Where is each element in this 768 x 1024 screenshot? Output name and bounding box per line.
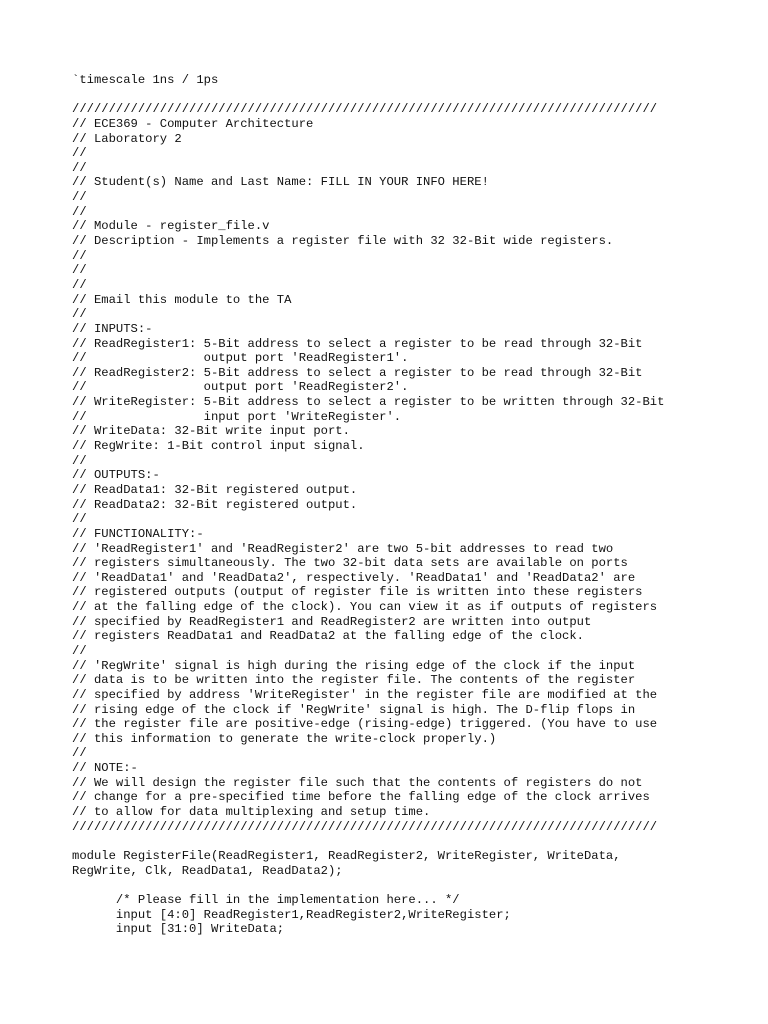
code-line: // (72, 512, 87, 527)
code-line (72, 88, 664, 103)
code-line: // 'ReadRegister1' and 'ReadRegister2' are two 5-bit addresses to read two (72, 541, 614, 556)
code-line: // (72, 643, 87, 658)
code-line: // output port 'ReadRegister1'. (72, 351, 409, 366)
code-line: // 'ReadData1' and 'ReadData2', respectively. 'ReadData1' and 'ReadData2' are (72, 570, 636, 585)
code-line: // (72, 277, 87, 292)
code-line: RegWrite, Clk, ReadData1, ReadData2); (72, 863, 343, 878)
code-line: // (72, 248, 87, 263)
code-line: // input port 'WriteRegister'. (72, 409, 402, 424)
code-line: // ReadData2: 32-Bit registered output. (72, 497, 358, 512)
code-line: // Description - Implements a register file with 32 32-Bit wide registers. (72, 234, 614, 249)
code-line: // Module - register_file.v (72, 219, 270, 234)
code-line: // ReadRegister1: 5-Bit address to select a register to be read through 32-Bit (72, 336, 643, 351)
code-line: // ECE369 - Computer Architecture (72, 116, 314, 131)
code-line: // rising edge of the clock if 'RegWrite' signal is high. The D-flip flops in (72, 702, 636, 717)
code-line: input [4:0] ReadRegister1,ReadRegister2,WriteRegister; (72, 907, 511, 922)
code-line: // WriteData: 32-Bit write input port. (72, 424, 350, 439)
code-line: // change for a pre-specified time before the falling edge of the clock arrives (72, 790, 650, 805)
code-line: //////////////////////////////////////////////////////////////////////////////// (72, 102, 658, 117)
code-line: // We will design the register file such that the contents of registers do not (72, 775, 643, 790)
code-line: module RegisterFile(ReadRegister1, ReadRegister2, WriteRegister, WriteData, (72, 848, 621, 863)
code-line: input [31:0] WriteData; (72, 922, 285, 937)
code-line: // WriteRegister: 5-Bit address to select a register to be written through 32-Bit (72, 395, 665, 410)
code-line: // Email this module to the TA (72, 292, 292, 307)
code-line: // Laboratory 2 (72, 131, 182, 146)
code-line: // (72, 146, 87, 161)
code-line: // (72, 746, 87, 761)
code-line: // to allow for data multiplexing and setup time. (72, 805, 431, 820)
code-line: // specified by ReadRegister1 and ReadRegister2 are written into output (72, 614, 592, 629)
code-line: // at the falling edge of the clock). You can view it as if outputs of registers (72, 600, 658, 615)
code-line: // (72, 453, 87, 468)
code-line: // registered outputs (output of register file is written into these registers (72, 585, 643, 600)
code-line: // specified by address 'WriteRegister' in the register file are modified at the (72, 687, 658, 702)
code-line: // registers simultaneously. The two 32-bit data sets are available on ports (72, 556, 628, 571)
code-line: // data is to be written into the register file. The contents of the register (72, 673, 636, 688)
code-line: // ReadData1: 32-Bit registered output. (72, 482, 358, 497)
code-line: // (72, 160, 87, 175)
code-line: // output port 'ReadRegister2'. (72, 380, 409, 395)
code-line: // Student(s) Name and Last Name: FILL IN YOUR INFO HERE! (72, 175, 489, 190)
code-line (72, 834, 664, 849)
code-line: // registers ReadData1 and ReadData2 at the falling edge of the clock. (72, 629, 584, 644)
code-line: // this information to generate the write-clock properly.) (72, 731, 497, 746)
code-line: //////////////////////////////////////////////////////////////////////////////// (72, 819, 658, 834)
code-line: `timescale 1ns / 1ps (72, 73, 219, 87)
code-line (72, 878, 664, 893)
code-line: // OUTPUTS:- (72, 468, 160, 483)
code-line: // ReadRegister2: 5-Bit address to select a register to be read through 32-Bit (72, 365, 643, 380)
code-line: // (72, 190, 87, 205)
code-line: // the register file are positive-edge (rising-edge) triggered. (You have to use (72, 717, 658, 732)
code-line: // (72, 204, 87, 219)
verilog-source-listing (72, 73, 664, 937)
code-line: // (72, 263, 87, 278)
code-line: // RegWrite: 1-Bit control input signal. (72, 439, 365, 454)
code-line: // NOTE:- (72, 761, 138, 776)
code-line: // (72, 307, 87, 322)
code-line: // INPUTS:- (72, 321, 153, 336)
code-line: // 'RegWrite' signal is high during the rising edge of the clock if the input (72, 658, 636, 673)
code-line: // FUNCTIONALITY:- (72, 526, 204, 541)
code-line: /* Please fill in the implementation here... */ (72, 892, 460, 907)
